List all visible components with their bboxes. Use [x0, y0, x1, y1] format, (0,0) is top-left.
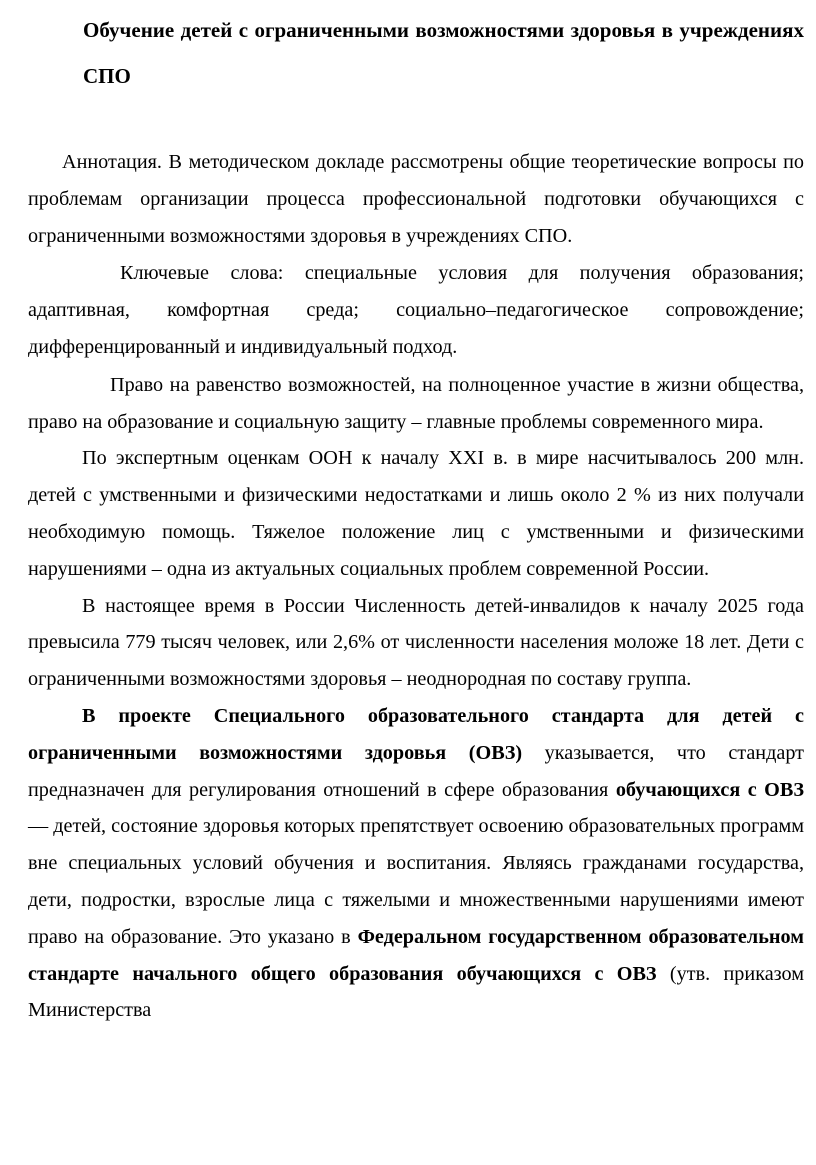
standard-text-3: (утв. приказом Министерства: [28, 962, 804, 1022]
standard-text-1: указывается, что стандарт предназначен для регулирования отношений в сфере образования: [28, 741, 804, 801]
document-title: Обучение детей с ограниченными возможностями здоровья в учреждениях СПО: [83, 18, 804, 88]
standard-bold-students: обучающихся с ОВЗ: [615, 778, 804, 801]
annotation-label: Аннотация.: [62, 151, 162, 173]
keywords-label: Ключевые слова:: [120, 262, 284, 285]
keywords-paragraph: [28, 255, 804, 365]
standard-text-2: — детей, состояние здоровья которых препятствует освоению образовательных программ вне специальных условий обучения и воспитания. Являясь гражданами государства, дети, подростки, взрослые лица с тяжелыми и множественными нарушениями имеют право на образование. Это указано в: [28, 815, 804, 948]
standard-bold-fgos: Федеральном государственном образовательном стандарте начального общего образования обучающихся с ОВЗ: [28, 925, 804, 985]
body-paragraph-rights: Право на равенство возможностей, на полноценное участие в жизни общества, право на образование и социальную защиту – главные проблемы современного мира.: [28, 373, 804, 433]
body-paragraph-un-estimates: По экспертным оценкам ООН к началу XXI в. в мире насчитывалось 200 млн. детей с умственными и физическими недостатками и лишь около 2 % из них получали необходимую помощь. Тяжелое положение лиц с умственными и физическими нарушениями – одна из актуальных социальных проблем современной России.: [28, 447, 804, 580]
annotation-text: В методическом докладе рассмотрены общие теоретические вопросы по проблемам организации процесса профессиональной подготовки обучающихся с ограниченными возможностями здоровья в учреждениях СПО.: [28, 151, 804, 247]
keywords-text: специальные условия для получения образования; адаптивная, комфортная среда; социально–педагогическое сопровождение; дифференцированный и индивидуальный подход.: [28, 262, 805, 358]
body-paragraph-standard: [28, 698, 804, 1029]
standard-bold-project: В проекте Специального образовательного стандарта для детей с ограниченными возможностями здоровья (ОВЗ): [28, 704, 804, 764]
annotation-paragraph: [28, 144, 804, 254]
document-page: [28, 0, 804, 1029]
body-paragraph-russia-statistics: В настоящее время в России Численность детей-инвалидов к началу 2025 года превысила 779 тысяч человек, или 2,6% от численности населения моложе 18 лет. Дети с ограниченными возможностями здоровья – неоднородная по составу группа.: [28, 594, 804, 691]
